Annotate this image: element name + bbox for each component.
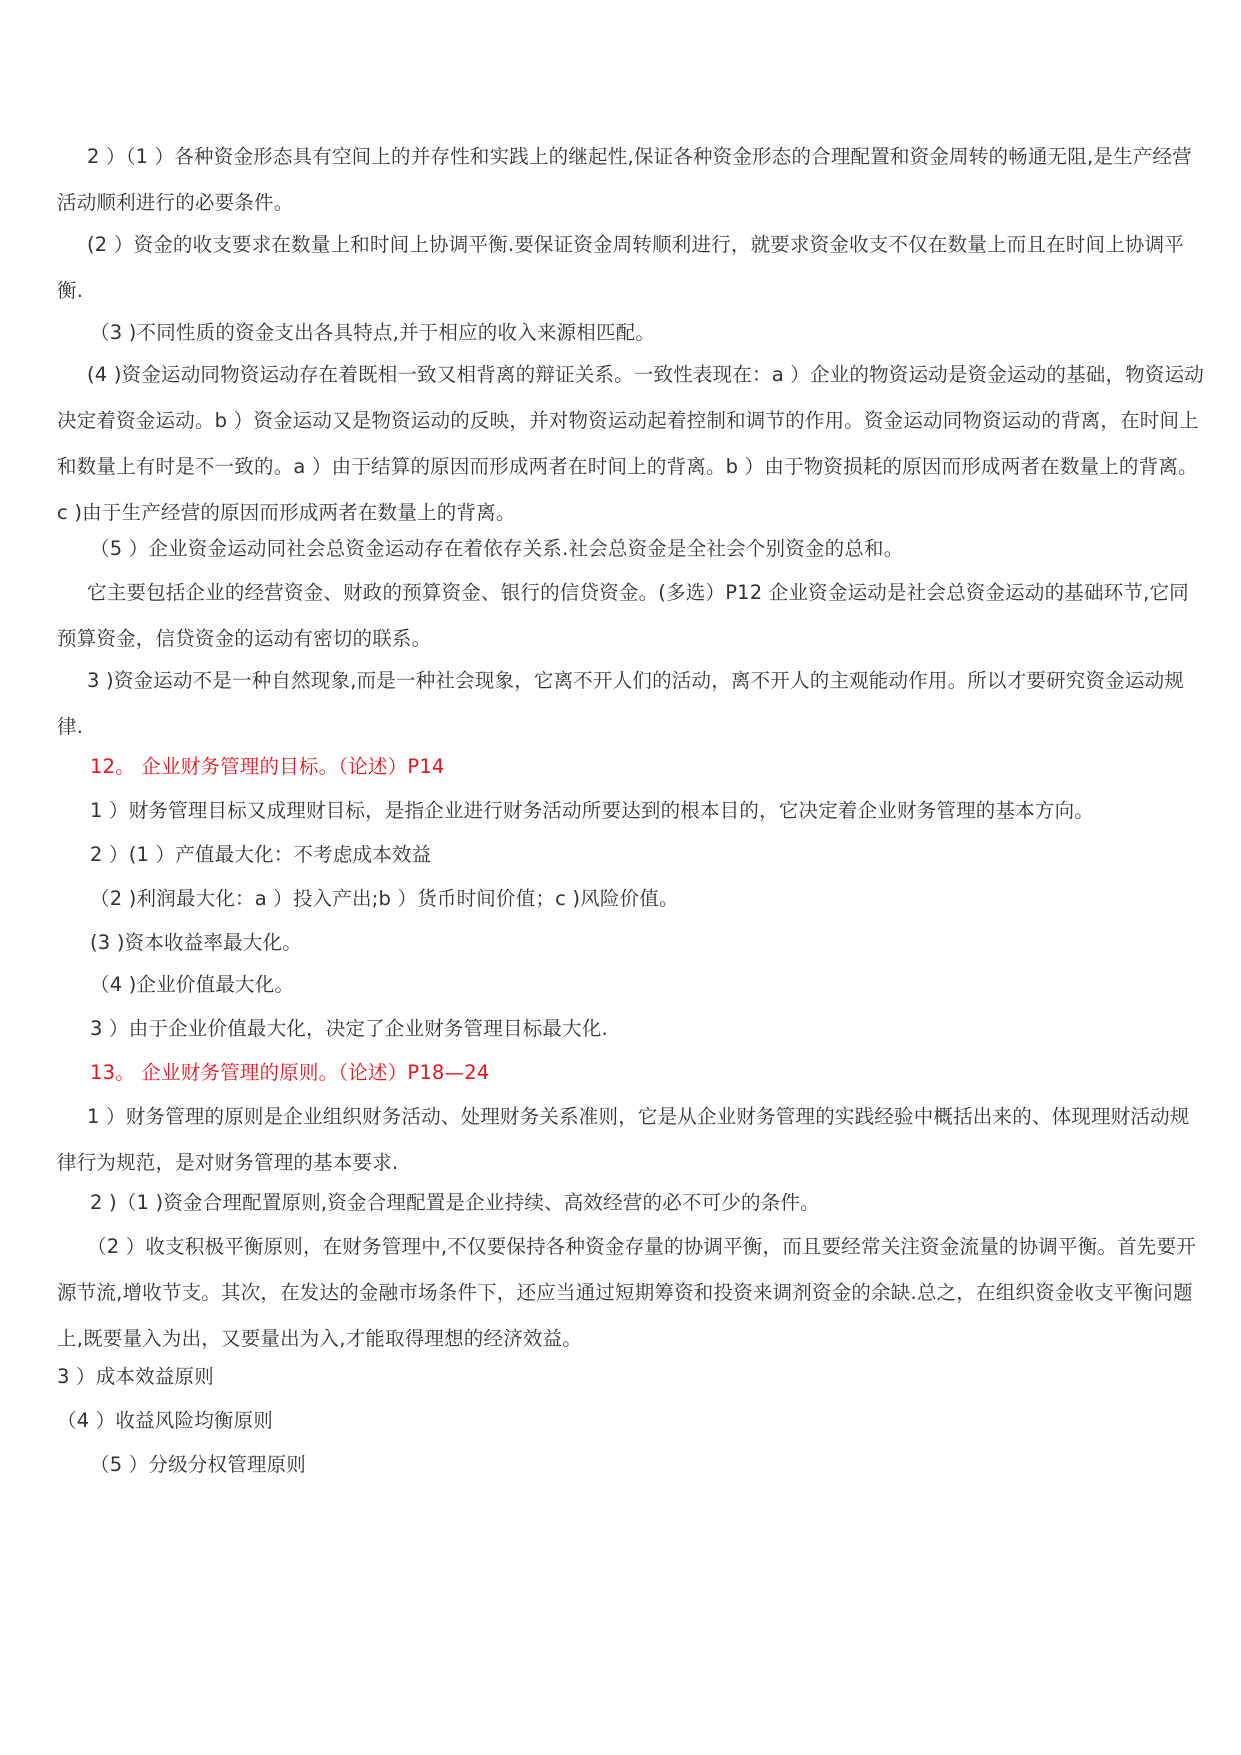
paragraph: 3 ）成本效益原则 xyxy=(57,1365,214,1388)
paragraph: （3 )不同性质的资金支出各具特点,并于相应的收入来源相匹配。 xyxy=(90,321,656,344)
paragraph: （5 ）分级分权管理原则 xyxy=(90,1453,307,1476)
section-heading: 13。 企业财务管理的原则。（论述）P18—24 xyxy=(90,1061,490,1084)
paragraph: （4 ）收益风险均衡原则 xyxy=(57,1409,274,1432)
paragraph: 2 ）(1 ）产值最大化：不考虑成本效益 xyxy=(90,843,432,866)
paragraph: (4 )资金运动同物资运动存在着既相一致又相背离的辩证关系。一致性表现在：a ）企业的物资运动是资金运动的基础，物资运动决定着资金运动。b ）资金运动又是物资运动的反映，并对物资运动起着控制和调节的作用。资金运动同物资运动的背离，在时间上和数量上有时是不一致的。a ）由于结算的原因而形成两者在时间上的背离。b ）由于物资损耗的原因而形成两者在数量上的背离。c )由于生产经营的原因而形成两者在数量上的背离。 xyxy=(57,363,1204,524)
paragraph: （4 )企业价值最大化。 xyxy=(90,973,295,996)
paragraph: 3 ）由于企业价值最大化，决定了企业财务管理目标最大化. xyxy=(90,1017,608,1040)
paragraph: 它主要包括企业的经营资金、财政的预算资金、银行的信贷资金。(多选）P12 企业资金运动是社会总资金运动的基础环节,它同预算资金，信贷资金的运动有密切的联系。 xyxy=(57,581,1189,650)
section-heading: 12。 企业财务管理的目标。（论述）P14 xyxy=(90,755,445,778)
paragraph: 2 ）（1 ）各种资金形态具有空间上的并存性和实践上的继起性,保证各种资金形态的合理配置和资金周转的畅通无阻,是生产经营活动顺利进行的必要条件。 xyxy=(57,145,1192,214)
paragraph: （2 ）收支积极平衡原则，在财务管理中,不仅要保持各种资金存量的协调平衡，而且要经常关注资金流量的协调平衡。首先要开源节流,增收节支。其次，在发达的金融市场条件下，还应当通过短期筹资和投资来调剂资金的余缺.总之，在组织资金收支平衡问题上,既要量入为出，又要量出为入,才能取得理想的经济效益。 xyxy=(57,1235,1196,1350)
paragraph: 1 ）财务管理的原则是企业组织财务活动、处理财务关系准则，它是从企业财务管理的实践经验中概括出来的、体现理财活动规律行为规范，是对财务管理的基本要求. xyxy=(57,1105,1190,1174)
paragraph: (3 )资本收益率最大化。 xyxy=(90,931,302,954)
paragraph: 3 )资金运动不是一种自然现象,而是一种社会现象，它离不开人们的活动，离不开人的主观能动作用。所以才要研究资金运动规律. xyxy=(57,669,1185,738)
paragraph: 1 ）财务管理目标又成理财目标，是指企业进行财务活动所要达到的根本目的，它决定着企业财务管理的基本方向。 xyxy=(90,799,1095,822)
paragraph: （5 ）企业资金运动同社会总资金运动存在着依存关系.社会总资金是全社会个别资金的总和。 xyxy=(90,537,904,560)
paragraph: (2 ）资金的收支要求在数量上和时间上协调平衡.要保证资金周转顺利进行，就要求资金收支不仅在数量上而且在时间上协调平衡. xyxy=(57,233,1185,302)
paragraph: （2 )利润最大化：a ）投入产出;b ）货币时间价值；c )风险价值。 xyxy=(90,887,679,910)
paragraph: 2 )（1 )资金合理配置原则,资金合理配置是企业持续、高效经营的必不可少的条件。 xyxy=(90,1191,820,1214)
